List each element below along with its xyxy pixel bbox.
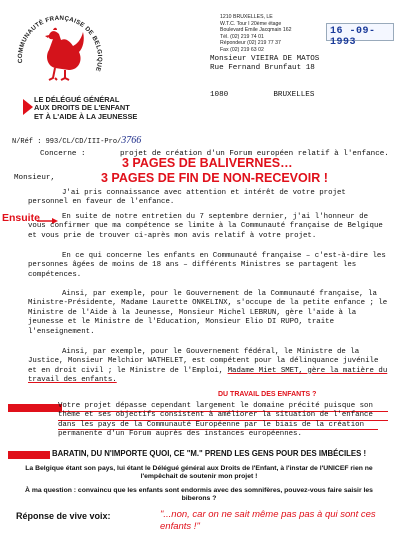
date-stamp: 16 -09- 1993 (330, 26, 376, 48)
rooster-logo-icon (10, 8, 110, 96)
annotation-vive-voix-label: Réponse de vive voix: (16, 511, 111, 521)
recipient-city-line (210, 91, 314, 99)
address-block (220, 14, 292, 54)
reference-label: N/Réf : 993/CL/CD/III-Pro/ (12, 138, 122, 146)
paragraph-4: Ainsi, par exemple, pour le Gouvernement de la Communauté française, la Ministre-Présidente, Madame Laurette ONKELINX, s'occupe de la petite enfance ; le Ministre de l'Aide à la Jeunesse, Monsieur Michel LEBRUN, gère l'aide à la jeunesse et le Ministre de l'Education, Monsieur Elio DI RUPO, traite l'enseignement. (28, 290, 388, 336)
annotation-baratin: BARATIN, DU N'IMPORTE QUOI, CE "M." PREND LES GENS POUR DES IMBÉCILES ! (52, 449, 367, 458)
recipient-city: BRUXELLES (273, 91, 315, 99)
concerne-text: projet de création d'un Forum européen relatif à l'enfance. (120, 150, 389, 158)
address-line: 1210 BRUXELLES, LE (220, 14, 273, 20)
annotation-headline-1: 3 PAGES DE BALIVERNES… (122, 156, 293, 170)
concerne-label: Concerne : (40, 150, 86, 158)
paragraph-5-underlined: Madame Miet SMET, gère la matière du travail des enfants. (28, 366, 388, 385)
address-line: Boulevard Emile Jacqmain 162 (220, 27, 292, 34)
paragraph-3: En ce qui concerne les enfants en Communauté française – c'est-à-dire les personnes âgées de moins de 18 ans – différents Ministres se partagent les compétences. (28, 252, 386, 279)
paragraph-1: J'ai pris connaissance avec attention et intérêt de votre projet personnel en faveur de l'enfance. (28, 189, 346, 207)
recipient-address (210, 55, 319, 74)
recipient-line: Monsieur VIEIRA DE MATOS (210, 55, 320, 63)
red-marker-bar (8, 404, 62, 412)
address-line: Tél. (02) 219 74 01 (220, 33, 264, 40)
annotation-du-travail: DU TRAVAIL DES ENFANTS ? (218, 391, 317, 398)
address-line: Fax (02) 219 63 02 (220, 46, 264, 53)
recipient-postcode: 1080 (210, 91, 229, 99)
svg-text:COMMUNAUTÉ FRANÇAISE DE BELGIQ: COMMUNAUTÉ FRANÇAISE DE BELGIQUE (16, 14, 104, 73)
paragraph-2: En suite de notre entretien du 7 septembre dernier, j'ai l'honneur de vous confirmer que ma compétence se limite à la Communauté française de Belgique et vous prie de trouver ci-après mon avis relatif à votre projet. (28, 213, 383, 240)
annotation-headline-2: 3 PAGES DE FIN DE NON-RECEVOIR ! (101, 171, 328, 185)
reference-line (12, 135, 141, 146)
delegue-line: LE DÉLÉGUÉ GÉNÉRAL (34, 95, 120, 104)
annotation-vive-voix-quote: "...non, car on ne sait même pas pas à qui sont ces enfants !" (160, 509, 376, 532)
annotation-ensuite: Ensuite (2, 212, 40, 224)
red-triangle-icon (23, 99, 33, 115)
delegue-title (34, 96, 137, 121)
recipient-line: Rue Fernand Brunfaut 18 (210, 64, 315, 73)
address-line: W.T.C. Tour I 20ème étage (220, 20, 282, 27)
delegue-line: ET À L'AIDE À LA JEUNESSE (34, 111, 138, 121)
annotation-belgique: La Belgique étant son pays, lui étant le Délégué général aux Droits de l'Enfant, à l'instar de l'UNICEF rien ne l'empêchait de soutenir mon projet ! (25, 465, 373, 481)
address-line: Répondeur (02) 219 77 37 (220, 40, 281, 47)
annotation-question: À ma question : convaincu que les enfants sont endormis avec des somnifères, pouvez-vous faire saisir les biberons ? (25, 487, 373, 503)
reference-handwritten: 3766 (121, 135, 142, 146)
delegue-line: AUX DROITS DE L'ENFANT (34, 103, 130, 113)
paragraph-5-text: Ainsi, par exemple, pour le Gouvernement fédéral, le Ministre de la Justice, Monsieur Melchior WATHELET, est compétent pour la délinquance juvénile et en droit civil ; le Ministre de l'Emploi, (28, 348, 379, 375)
red-marker-bar (8, 451, 50, 459)
paragraph-6: Votre projet dépasse cependant largement le domaine précité puisque son thème et ses objectifs consistent à améliorer la situation de l'enfance dans les pays de la Communauté Européenne par le biais de la création permanente d'un Forum auprès des instances européennes. (58, 402, 373, 439)
paragraph-5 (28, 348, 388, 386)
salutation: Monsieur, (14, 174, 56, 182)
